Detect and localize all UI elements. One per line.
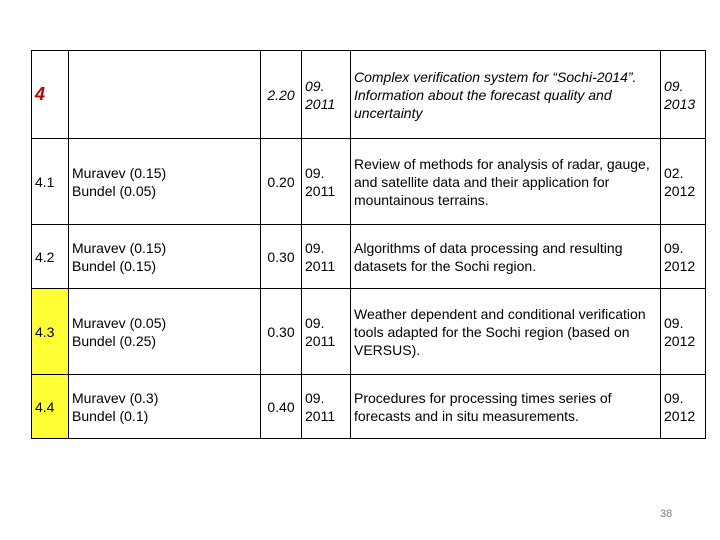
start-date-cell bbox=[302, 375, 351, 439]
end-date-cell bbox=[661, 225, 706, 289]
end-year: 2012 bbox=[664, 257, 696, 274]
task-id-cell bbox=[32, 289, 69, 375]
people-cell bbox=[69, 139, 261, 225]
person-1: Muravev (0.3) bbox=[72, 389, 159, 406]
weight-cell: 0.30 bbox=[261, 289, 302, 375]
task-id-cell bbox=[32, 375, 69, 439]
start-month: 09. bbox=[305, 77, 325, 94]
end-month: 09. bbox=[664, 77, 684, 94]
task-id: 4.2 bbox=[35, 248, 55, 265]
end-year: 2012 bbox=[664, 332, 696, 349]
person-2: Bundel (0.15) bbox=[72, 257, 157, 274]
weight-cell: 0.40 bbox=[261, 375, 302, 439]
end-month: 09. bbox=[664, 314, 684, 331]
start-year: 2011 bbox=[305, 332, 336, 349]
end-month: 09. bbox=[664, 239, 684, 256]
end-month: 02. bbox=[664, 164, 684, 181]
start-year: 2011 bbox=[305, 257, 336, 274]
end-date-cell bbox=[661, 289, 706, 375]
start-month: 09. bbox=[305, 164, 325, 181]
task-id: 4.3 bbox=[35, 323, 55, 340]
people-cell bbox=[69, 375, 261, 439]
task-id-cell bbox=[32, 51, 69, 139]
weight-cell: 0.30 bbox=[261, 225, 302, 289]
table-row bbox=[32, 289, 706, 375]
people-cell bbox=[69, 51, 261, 139]
weight-cell: 0.20 bbox=[261, 139, 302, 225]
description-cell: Algorithms of data processing and resulting datasets for the Sochi region. bbox=[351, 225, 661, 289]
end-year: 2013 bbox=[664, 95, 696, 112]
section-id: 4 bbox=[35, 84, 46, 104]
start-month: 09. bbox=[305, 389, 325, 406]
start-year: 2011 bbox=[305, 182, 336, 199]
person-2: Bundel (0.25) bbox=[72, 332, 157, 349]
end-year: 2012 bbox=[664, 407, 696, 424]
start-date-cell bbox=[302, 225, 351, 289]
person-1: Muravev (0.15) bbox=[72, 239, 167, 256]
start-month: 09. bbox=[305, 239, 325, 256]
table-row bbox=[32, 139, 706, 225]
start-date-cell bbox=[302, 139, 351, 225]
slide-number: 38 bbox=[660, 508, 673, 520]
people-cell bbox=[69, 289, 261, 375]
person-1: Muravev (0.05) bbox=[72, 314, 167, 331]
weight-cell: 2.20 bbox=[261, 51, 302, 139]
task-id-cell bbox=[32, 225, 69, 289]
end-date-cell bbox=[661, 375, 706, 439]
end-year: 2012 bbox=[664, 182, 696, 199]
task-table bbox=[31, 50, 706, 439]
person-2: Bundel (0.1) bbox=[72, 407, 149, 424]
table-row bbox=[32, 375, 706, 439]
start-year: 2011 bbox=[305, 407, 336, 424]
description-cell: Complex verification system for “Sochi-2014”. Information about the forecast quality and uncertainty bbox=[351, 51, 661, 139]
people-cell bbox=[69, 225, 261, 289]
end-date-cell bbox=[661, 139, 706, 225]
task-id: 4.4 bbox=[35, 398, 55, 415]
task-id-cell bbox=[32, 139, 69, 225]
person-2: Bundel (0.05) bbox=[72, 182, 157, 199]
start-year: 2011 bbox=[305, 95, 336, 112]
start-date-cell bbox=[302, 51, 351, 139]
description-cell: Procedures for processing times series of forecasts and in situ measurements. bbox=[351, 375, 661, 439]
description-cell: Review of methods for analysis of radar, gauge, and satellite data and their application for mountainous terrains. bbox=[351, 139, 661, 225]
description-cell: Weather dependent and conditional verification tools adapted for the Sochi region (based on VERSUS). bbox=[351, 289, 661, 375]
end-month: 09. bbox=[664, 389, 684, 406]
person-1: Muravev (0.15) bbox=[72, 164, 167, 181]
table-row bbox=[32, 51, 706, 139]
end-date-cell bbox=[661, 51, 706, 139]
task-id: 4.1 bbox=[35, 173, 55, 190]
start-date-cell bbox=[302, 289, 351, 375]
table-row bbox=[32, 225, 706, 289]
start-month: 09. bbox=[305, 314, 325, 331]
